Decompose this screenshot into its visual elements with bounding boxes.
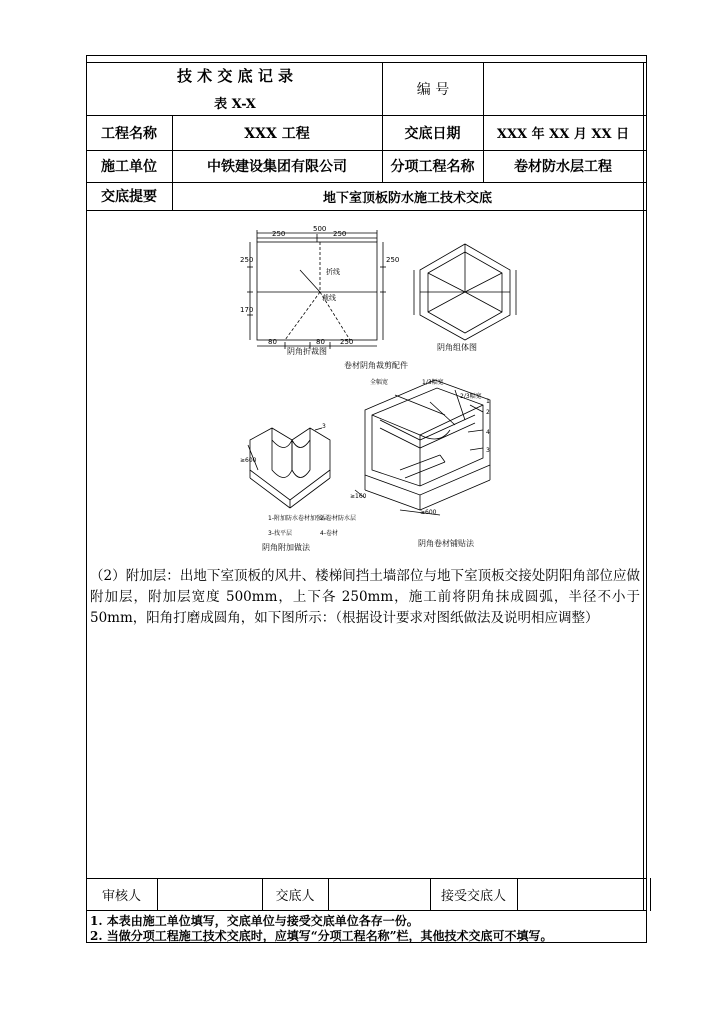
signature-outer-right — [650, 878, 651, 911]
fig4-caption: 阴角卷材铺贴法 — [418, 539, 474, 548]
fig3-legend-4: 4-卷材 — [320, 530, 338, 537]
note-1: 1. 本表由施工单位填写，交底单位与接受交底单位各存一份。 — [90, 914, 419, 928]
row-line-4 — [86, 210, 647, 211]
receiver-signature[interactable] — [517, 878, 643, 910]
fig4-box-drawing — [355, 380, 490, 515]
fig1-dim-1: 250 — [272, 230, 286, 238]
discloser-label: 交底人 — [275, 888, 315, 904]
fig4-dim-2: ≥160 — [350, 493, 367, 500]
date-label: 交底日期 — [404, 125, 461, 142]
fig4-label-3: 3 — [486, 447, 490, 454]
number-label: 编 号 — [416, 81, 450, 98]
right-border-inner — [643, 62, 644, 910]
signature-bottom-line — [86, 910, 647, 911]
record-title: 技 术 交 底 记 录 — [176, 66, 294, 85]
fig1-dim-6: 80 — [268, 338, 277, 346]
top-border — [86, 55, 647, 56]
summary-value: 地下室顶板防水施工技术交底 — [322, 190, 492, 206]
fig2-caption: 阴角组体图 — [437, 343, 477, 352]
form-number: 表 X-X — [214, 96, 256, 112]
fig1-dim-7: 80 — [316, 338, 325, 346]
number-value[interactable] — [484, 62, 643, 115]
fig3-corner-drawing — [248, 428, 330, 508]
fig3-caption: 阴角附加做法 — [262, 543, 310, 552]
body-paragraph: （2）附加层：出地下室顶板的风井、楼梯间挡土墙部位与地下室顶板交接处阴阳角部位应做附加层，附加层宽度 500mm，上下各 250mm，施工前将阴角抹成圆弧，半径不小于 50mm，阳角打磨成圆角，如下图所示：（根据设计要求对图纸做法及说明相应调整） — [90, 568, 640, 626]
fig1-cut-label: 裁线 — [322, 294, 336, 302]
fig4-label-third: 1/3幅宽 — [422, 379, 444, 386]
fig1-dim-3: 250 — [240, 256, 254, 264]
summary-label: 交底提要 — [101, 189, 157, 205]
figures-group-caption: 卷材阴角裁剪配件 — [344, 361, 408, 370]
fig3-dim: ≥600 — [240, 457, 257, 464]
fig4-label-twothirds: 2/3幅宽 — [460, 393, 482, 400]
fig4-label-4: 4 — [486, 429, 490, 436]
date-value: XXX 年 XX 月 XX 日 — [496, 127, 630, 142]
fig4-dim-1: ≥600 — [420, 509, 437, 516]
subproject-value: 卷材防水层工程 — [514, 159, 612, 175]
fig4-label-2: 2 — [486, 409, 490, 416]
fig4-label-1: 1 — [486, 398, 490, 405]
fig1-fold-label: 折线 — [326, 268, 340, 276]
fig3-legend-2: 2-卷材防水层 — [320, 515, 356, 522]
fig1-caption: 阴角折裁图 — [287, 347, 327, 356]
fig1-dim-5: 170 — [240, 306, 254, 314]
discloser-signature[interactable] — [328, 878, 430, 910]
fig2-hexagon-drawing — [414, 244, 516, 340]
fig1-fold-cut-drawing — [247, 230, 386, 349]
fig1-dim-4: 250 — [386, 256, 400, 264]
unit-value: 中铁建设集团有限公司 — [207, 159, 347, 175]
fig3-index: 3 — [322, 423, 326, 430]
right-border — [646, 55, 647, 943]
unit-label: 施工单位 — [101, 159, 157, 175]
note-2: 2. 当做分项工程施工技术交底时，应填写“分项工程名称”栏，其他技术交底可不填写。 — [90, 929, 553, 943]
reviewer-label: 审核人 — [101, 888, 141, 904]
fig3-legend-1: 1-附加防水卷材加强层 — [268, 515, 328, 522]
receiver-label: 接受交底人 — [440, 888, 506, 904]
fig4-label-full: 全幅宽 — [370, 379, 389, 386]
fig1-dim-2: 250 — [333, 230, 347, 238]
fig1-dim-8: 250 — [340, 338, 354, 346]
project-name-value: XXX 工程 — [244, 125, 310, 142]
project-name-label: 工程名称 — [101, 125, 157, 142]
reviewer-signature[interactable] — [157, 878, 262, 910]
fig3-legend-3: 3-找平层 — [268, 530, 292, 537]
fig1-dim-0: 500 — [313, 225, 327, 233]
subproject-label: 分项工程名称 — [390, 159, 475, 175]
